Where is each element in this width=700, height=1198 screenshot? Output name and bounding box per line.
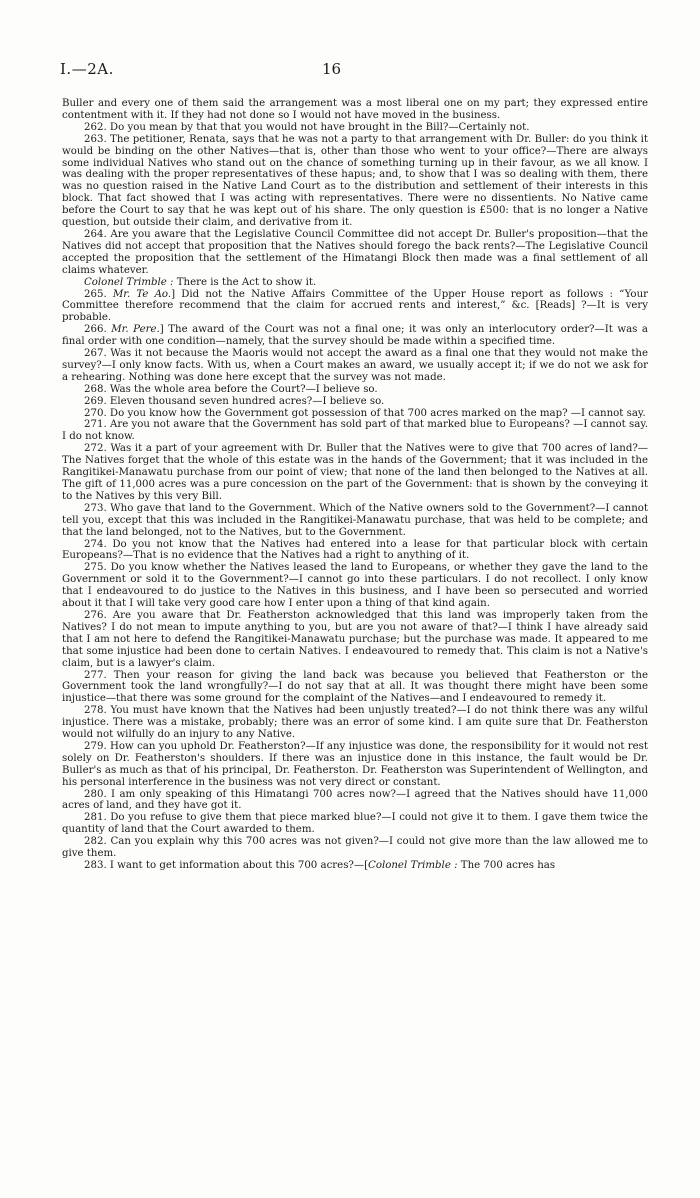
body-paragraph	[62, 134, 648, 229]
paragraph-text: 279. How can you uphold Dr. Featherston?—If any injustice was done, the responsibility for it would not rest solely on Dr. Featherston's shoulders. If there was an injustice done in this instance, the fault would be Dr. Buller's as much as that of his principal, Dr. Featherston. Dr. Featherston was Superintendent of Wellington, and his personal interference in the business was not very direct or constant.	[62, 740, 648, 788]
paragraph-text: 263. The petitioner, Renata, says that he was not a party to that arrangement with Dr. Buller: do you think it would be binding on the other Natives—that is, other than those who went to your office?—There are always some individual Natives who stand out on the chance of something turning up in their favour, as we all know. I was dealing with the proper representatives of these hapus; and, to show that I was so dealing with them, there was no question raised in the Native Land Court as to the distribution and settlement of their interests in this block. That fact showed that I was acting with representatives. There were no dissentients. No Native came before the Court to say that he was kept out of his share. The only question is £500: that is no longer a Native question, but outside their claim, and derivative from it.	[62, 133, 648, 229]
document-body	[62, 98, 648, 872]
paragraph-text: Buller and every one of them said the arrangement was a most liberal one on my part; they expressed entire contentment with it. If they had not done so I would not have moved in the business.	[62, 98, 648, 121]
body-paragraph	[62, 705, 648, 741]
paragraph-text: 282. Can you explain why this 700 acres was not given?—I could not give more than the law allowed me to give them.	[62, 836, 648, 860]
body-paragraph	[62, 419, 648, 443]
paragraph-text: 275. Do you know whether the Natives leased the land to Europeans, or whether they gave the land to the Government or sold it to the Government?—I cannot go into these particulars. I do not recollect. I only know that I endeavoured to do justice to the Natives in this business, and I have been so persecuted and worried about it that I will take very good care how I enter upon a thing of that kind again.	[62, 562, 648, 610]
body-paragraph	[62, 860, 648, 872]
speaker-name: Colonel Trimble :	[368, 860, 458, 871]
page-number: 16	[322, 60, 342, 78]
paragraph-text: 265.	[84, 288, 113, 300]
body-paragraph	[62, 229, 648, 277]
body-paragraph	[62, 812, 648, 836]
body-paragraph	[62, 670, 648, 706]
paragraph-text: 283. I want to get information about this 700 acres?—[	[84, 860, 369, 871]
body-paragraph	[62, 741, 648, 789]
paragraph-text: 270. Do you know how the Government got possession of that 700 acres marked on the map? —I cannot say.	[84, 407, 646, 419]
paragraph-text: 266.	[84, 324, 112, 336]
page-header	[60, 60, 650, 82]
body-paragraph	[62, 408, 648, 420]
body-paragraph	[62, 789, 648, 813]
paragraph-text: 268. Was the whole area before the Court?—I believe so.	[84, 383, 378, 395]
paragraph-text: 264. Are you aware that the Legislative Council Committee did not accept Dr. Buller's proposition—that the Natives did not accept that proposition that the Natives should forego the back rents?—The Legislative Council accepted the proposition that the settlement of the Himatangi Block then made was a final settlement of all claims whatever.	[62, 228, 648, 276]
paragraph-text: 269. Eleven thousand seven hundred acres?—I believe so.	[84, 395, 385, 407]
paragraph-text: The 700 acres has	[457, 860, 556, 871]
paragraph-text: 267. Was it not because the Maoris would not accept the award as a final one that they would not make the survey?—I only know facts. With us, when a Court makes an award, we usually accept it; if we do not we ask for a rehearing. Nothing was done here except that the survey was not made.	[62, 348, 648, 383]
paragraph-text: 277. Then your reason for giving the land back was because you believed that Featherston or the Government took the land wrongfully?—I do not say that at all. It was thought there might have been some injustice—that there was some ground for the complaint of the Natives—and I endeavoured to remedy it.	[62, 669, 648, 705]
paragraph-text: ] The award of the Court was not a final one; it was only an interlocutory order?—It was a final order with one condition—namely, that the survey should be made within a specified time.	[62, 324, 648, 348]
paragraph-text: 280. I am only speaking of this Himatangi 700 acres now?—I agreed that the Natives should have 11,000 acres of land, and they have got it.	[62, 788, 648, 812]
body-paragraph	[62, 836, 648, 860]
body-paragraph	[62, 122, 648, 134]
body-paragraph	[62, 98, 648, 122]
paragraph-text: 262. Do you mean by that that you would not have brought in the Bill?—Certainly not.	[84, 121, 530, 133]
speaker-name: Mr. Pere.	[111, 324, 160, 336]
paragraph-text: 276. Are you aware that Dr. Featherston acknowledged that this land was improperly taken from the Natives? I do not mean to impute anything to you, but are you not aware of that?—I think I have already said that I am not here to defend the Rangitikei-Manawatu purchase; but the purchase was made. It appeared to me that some injustice had been done to certain Natives. I endeavoured to remedy that. This claim is not a Native's claim, but is a lawyer's claim.	[62, 609, 648, 669]
body-paragraph	[62, 289, 648, 325]
body-paragraph	[62, 324, 648, 348]
paragraph-text: 278. You must have known that the Natives had been unjustly treated?—I do not think there was any wilful injustice. There was a mistake, probably; there was an error of some kind. I am quite sure that Dr. Featherston would not wilfully do an injury to any Native.	[62, 705, 648, 741]
body-paragraph	[62, 277, 648, 289]
paragraph-text: There is the Act to show it.	[173, 276, 317, 288]
body-paragraph	[62, 384, 648, 396]
paragraph-text: 274. Do you not know that the Natives had entered into a lease for that particular block with certain Europeans?—That is no evidence that the Natives had a right to anything of it.	[62, 538, 648, 562]
paragraph-text: 281. Do you refuse to give them that piece marked blue?—I could not give it to them. I gave them twice the quantity of land that the Court awarded to them.	[62, 812, 648, 836]
document-reference: I.—2A.	[60, 60, 114, 78]
body-paragraph	[62, 610, 648, 670]
speaker-name: Mr. Te Ao.	[112, 288, 172, 300]
body-paragraph	[62, 348, 648, 384]
body-paragraph	[62, 562, 648, 610]
speaker-name: Colonel Trimble :	[84, 276, 174, 288]
paragraph-text: 273. Who gave that land to the Government. Which of the Native owners sold to the Government?—I cannot tell you, except that this was included in the Rangitikei-Manawatu purchase, that was held to be complete; and that the land belonged, not to the Natives, but to the Government.	[62, 502, 648, 538]
body-paragraph	[62, 539, 648, 563]
paragraph-text: 272. Was it a part of your agreement with Dr. Buller that the Natives were to give that 700 acres of land?—The Natives forget that the whole of this estate was in the hands of the Government; that it was included in the Rangitikei-Manawatu purchase from our point of view; that none of the land then belonged to the Natives at all. The gift of 11,000 acres was a pure concession on the part of the Government: that is shown by the conveying it to the Natives by this very Bill.	[62, 443, 648, 502]
body-paragraph	[62, 396, 648, 408]
paragraph-text: 271. Are you not aware that the Government has sold part of that marked blue to Europeans? —I cannot say. I do not know.	[62, 419, 648, 443]
paragraph-text: ] Did not the Native Affairs Committee of the Upper House report as follows : “Your Committee therefore recommend that the claim for accrued rents and interest,” &c. [Reads] ?—It is very probable.	[62, 288, 648, 324]
body-paragraph	[62, 503, 648, 539]
body-paragraph	[62, 443, 648, 503]
